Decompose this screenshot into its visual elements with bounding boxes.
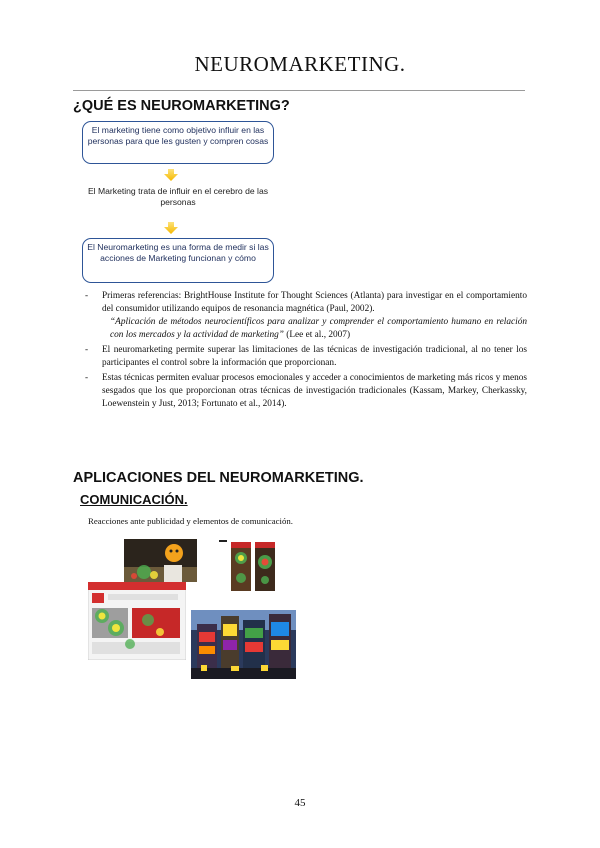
title-divider	[73, 90, 525, 91]
figure-caption: Reacciones ante publicidad y elementos de comunicación.	[88, 516, 293, 526]
section-heading-applications: APLICACIONES DEL NEUROMARKETING.	[73, 470, 364, 486]
bullet-dash: -	[85, 373, 89, 383]
bullet-list	[85, 290, 527, 413]
bullet-text: Estas técnicas permiten evaluar procesos emocionales y acceder a conocimientos de marketing más ricos y menos sesgados que los que proporcionan otras técnicas de investigación tradicionales (Kassam, Markey, Cherkassky, Loewenstein y Just, 2013; Fortunato et al., 2014).	[102, 373, 527, 409]
packaging-heatmap-icon	[217, 538, 281, 593]
bullet-evaluate-emotions	[85, 372, 527, 411]
subsection-heading-communication: COMUNICACIÓN.	[80, 492, 188, 507]
video-ad-heatmap-icon	[124, 539, 197, 582]
bullet-dash: -	[85, 345, 89, 355]
bullet-text: El neuromarketing permite superar las limitaciones de las técnicas de investigación tradicional, al no tener los participantes el control sobre la información que proporcionan.	[102, 345, 527, 368]
down-arrow-icon	[164, 222, 178, 234]
times-square-billboards-icon	[191, 610, 296, 679]
bullet-dash: -	[85, 291, 89, 301]
page-number: 45	[294, 797, 306, 809]
quote-text: “Aplicación de métodos neurocientíficos para analizar y comprender el comportamiento humano en relación con los mercados y la actividad de marketing”	[110, 317, 527, 340]
bullet-overcome-limitations	[85, 344, 527, 370]
down-arrow-icon	[164, 169, 178, 181]
diagram-step-influence-brain: El Marketing trata de influir en el cerebro de las personas	[87, 186, 269, 207]
bullet-text: Primeras referencias: BrightHouse Institute for Thought Sciences (Atlanta) para investigar en el comportamiento del consumidor utilizando equipos de resonancia magnética (Paul, 2002).	[102, 291, 527, 314]
quote	[102, 316, 527, 342]
page-title: NEUROMARKETING.	[194, 52, 406, 76]
diagram-box-neuromarketing-definition: El Neuromarketing es una forma de medir si las acciones de Marketing funcionan y cómo	[82, 238, 274, 283]
section-heading-what-is: ¿QUÉ ES NEUROMARKETING?	[73, 98, 290, 114]
website-heatmap-icon	[88, 582, 186, 660]
diagram-box-marketing-goal: El marketing tiene como objetivo influir en las personas para que les gusten y compren cosas	[82, 121, 274, 164]
bullet-first-references	[85, 290, 527, 342]
quote-citation: (Lee et al., 2007)	[283, 330, 351, 340]
